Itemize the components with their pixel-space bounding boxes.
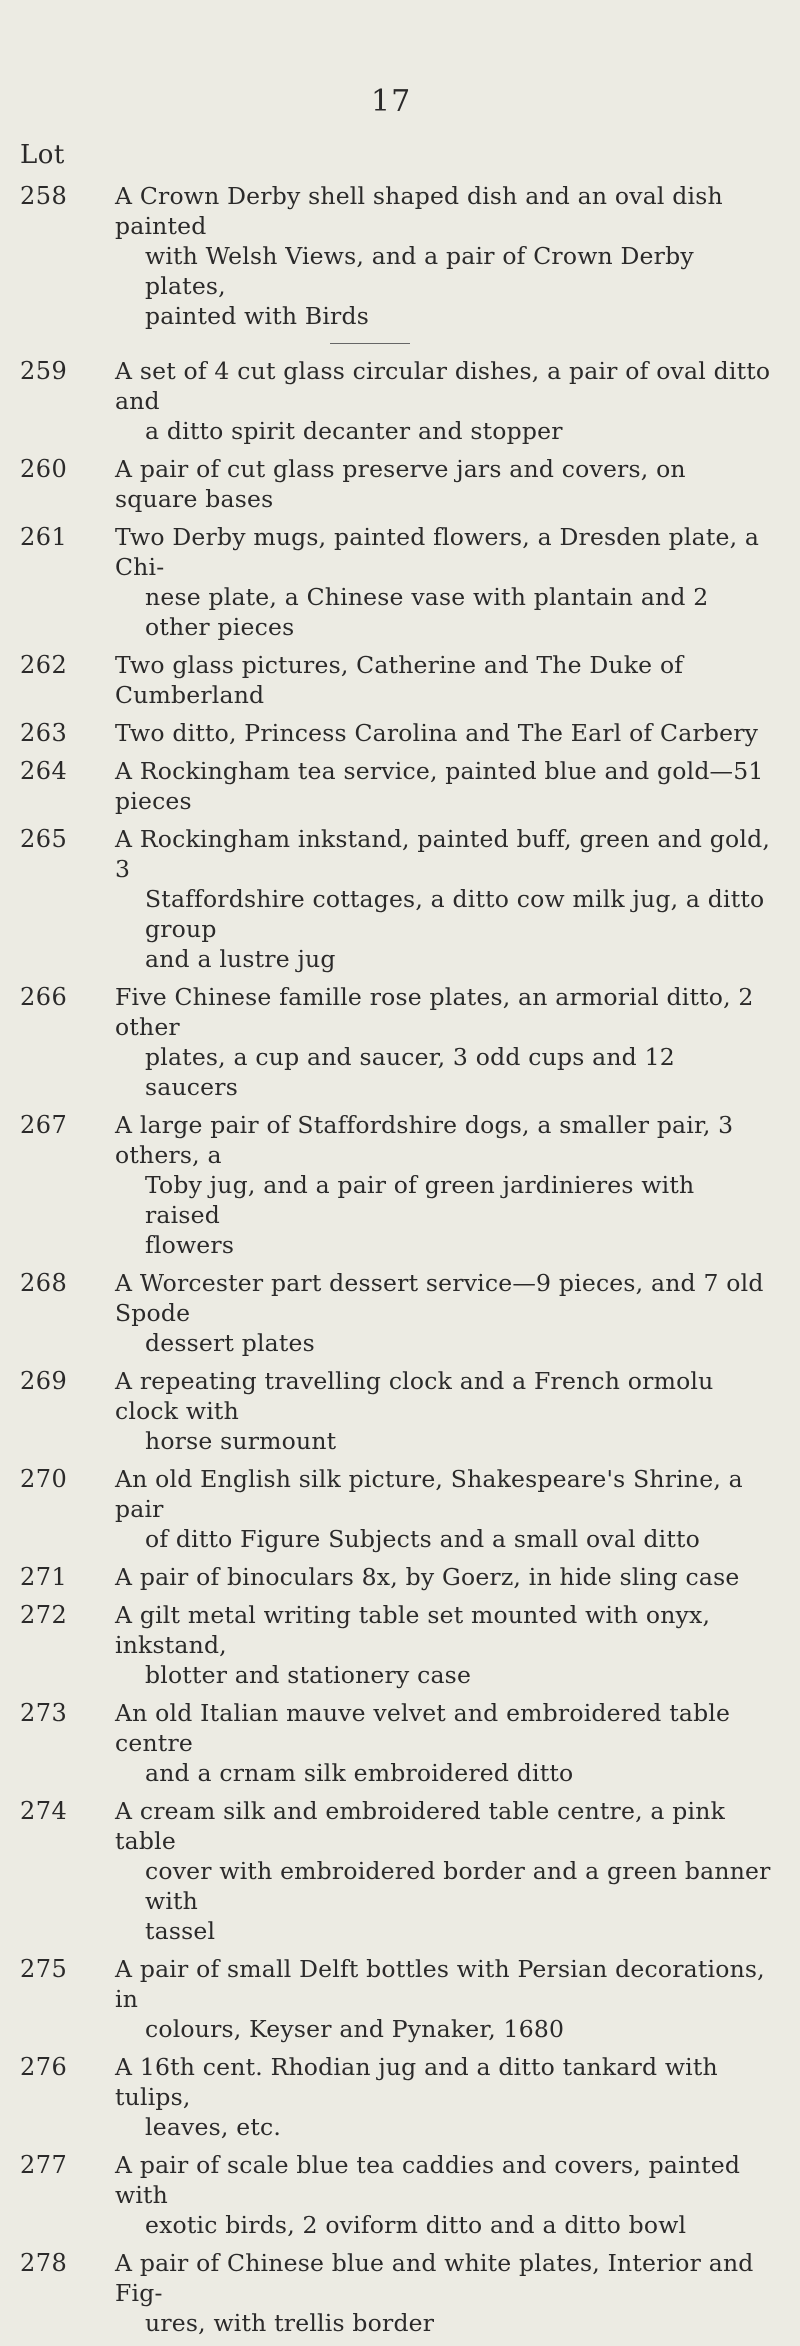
description-line: Toby jug, and a pair of green jardinieres with raised bbox=[145, 1171, 695, 1229]
lot-description bbox=[115, 1600, 775, 1690]
lot-entry bbox=[0, 1796, 800, 1946]
description-line: painted with Birds bbox=[145, 302, 369, 330]
lot-number: 268 bbox=[20, 1269, 68, 1297]
description-line: A Worcester part dessert service—9 pieces, and 7 old Spode bbox=[115, 1269, 764, 1327]
lot-entry bbox=[0, 181, 800, 331]
lot-number: 272 bbox=[20, 1601, 68, 1629]
description-line: cover with embroidered border and a green banner with bbox=[145, 1857, 771, 1915]
lot-description bbox=[115, 982, 775, 1102]
lot-description bbox=[115, 2248, 775, 2338]
lot-description bbox=[115, 1954, 775, 2044]
lot-number: 270 bbox=[20, 1465, 68, 1493]
lot-number: 259 bbox=[20, 357, 68, 385]
lot-entry bbox=[0, 1562, 800, 1592]
description-line: of ditto Figure Subjects and a small oval ditto bbox=[145, 1525, 701, 1553]
lot-column-header: Lot bbox=[20, 140, 65, 170]
description-line: A pair of Chinese blue and white plates, Interior and Fig- bbox=[115, 2249, 754, 2307]
lot-entry bbox=[0, 982, 800, 1102]
lot-number: 265 bbox=[20, 825, 68, 853]
description-line: Two ditto, Princess Carolina and The Earl of Carbery bbox=[115, 719, 759, 747]
description-line: with Welsh Views, and a pair of Crown Derby plates, bbox=[145, 242, 694, 300]
lot-entry bbox=[0, 2052, 800, 2142]
lot-number: 271 bbox=[20, 1563, 68, 1591]
lot-entry bbox=[0, 718, 800, 748]
description-line: Staffordshire cottages, a ditto cow milk jug, a ditto group bbox=[145, 885, 765, 943]
lot-description bbox=[115, 181, 775, 331]
description-line: Two Derby mugs, painted flowers, a Dresden plate, a Chi- bbox=[115, 523, 760, 581]
lot-number: 277 bbox=[20, 2151, 68, 2179]
description-line: A Rockingham inkstand, painted buff, green and gold, 3 bbox=[115, 825, 771, 883]
lot-description bbox=[115, 1268, 775, 1358]
lot-description bbox=[115, 756, 775, 816]
lot-entry bbox=[0, 522, 800, 642]
lot-list bbox=[0, 181, 800, 2346]
lot-number: 263 bbox=[20, 719, 68, 747]
page-number: 17 bbox=[371, 84, 412, 119]
description-line: A gilt metal writing table set mounted with onyx, inkstand, bbox=[115, 1601, 711, 1659]
lot-description bbox=[115, 454, 775, 514]
lot-number: 275 bbox=[20, 1955, 68, 1983]
lot-description bbox=[115, 1698, 775, 1788]
description-line: tassel bbox=[145, 1917, 216, 1945]
description-line: dessert plates bbox=[145, 1329, 315, 1357]
lot-number: 260 bbox=[20, 455, 68, 483]
lot-entry bbox=[0, 1366, 800, 1456]
description-line: plates, a cup and saucer, 3 odd cups and 12 saucers bbox=[145, 1043, 675, 1101]
lot-number: 262 bbox=[20, 651, 68, 679]
description-line: A large pair of Staffordshire dogs, a smaller pair, 3 others, a bbox=[115, 1111, 734, 1169]
lot-description bbox=[115, 718, 775, 748]
description-line: A pair of binoculars 8x, by Goerz, in hide sling case bbox=[115, 1563, 740, 1591]
description-line: flowers bbox=[145, 1231, 235, 1259]
lot-entry bbox=[0, 1464, 800, 1554]
description-line: A Rockingham tea service, painted blue and gold—51 pieces bbox=[115, 757, 764, 815]
lot-entry bbox=[0, 454, 800, 514]
description-line: and a crnam silk embroidered ditto bbox=[145, 1759, 574, 1787]
lot-number: 266 bbox=[20, 983, 68, 1011]
description-line: Two glass pictures, Catherine and The Duke of Cumberland bbox=[115, 651, 684, 709]
lot-entry bbox=[0, 1954, 800, 2044]
lot-entry bbox=[0, 756, 800, 816]
lot-entry bbox=[0, 1698, 800, 1788]
description-line: A pair of cut glass preserve jars and covers, on square bases bbox=[115, 455, 686, 513]
description-line: A repeating travelling clock and a French ormolu clock with bbox=[115, 1367, 714, 1425]
description-line: A 16th cent. Rhodian jug and a ditto tankard with tulips, bbox=[115, 2053, 718, 2111]
lot-description bbox=[115, 650, 775, 710]
lot-description bbox=[115, 1796, 775, 1946]
description-line: ures, with trellis border bbox=[145, 2309, 435, 2337]
lot-description bbox=[115, 522, 775, 642]
description-line: and a lustre jug bbox=[145, 945, 336, 973]
description-line: nese plate, a Chinese vase with plantain and 2 other pieces bbox=[145, 583, 709, 641]
lot-number: 258 bbox=[20, 182, 68, 210]
description-line: Five Chinese famille rose plates, an armorial ditto, 2 other bbox=[115, 983, 754, 1041]
description-line: horse surmount bbox=[145, 1427, 337, 1455]
description-line: A set of 4 cut glass circular dishes, a pair of oval ditto and bbox=[115, 357, 771, 415]
lot-number: 267 bbox=[20, 1111, 68, 1139]
lot-description bbox=[115, 356, 775, 446]
lot-entry bbox=[0, 1110, 800, 1260]
lot-number: 269 bbox=[20, 1367, 68, 1395]
description-line: blotter and stationery case bbox=[145, 1661, 472, 1689]
lot-entry bbox=[0, 650, 800, 710]
lot-description bbox=[115, 1366, 775, 1456]
description-line: exotic birds, 2 oviform ditto and a ditto bowl bbox=[145, 2211, 687, 2239]
description-line: An old English silk picture, Shakespeare's Shrine, a pair bbox=[115, 1465, 743, 1523]
lot-number: 274 bbox=[20, 1797, 68, 1825]
description-line: colours, Keyser and Pynaker, 1680 bbox=[145, 2015, 565, 2043]
lot-number: 273 bbox=[20, 1699, 68, 1727]
lot-number: 276 bbox=[20, 2053, 68, 2081]
lot-entry bbox=[0, 824, 800, 974]
lot-entry bbox=[0, 1268, 800, 1358]
lot-number: 278 bbox=[20, 2249, 68, 2277]
description-line: An old Italian mauve velvet and embroidered table centre bbox=[115, 1699, 731, 1757]
lot-entry bbox=[0, 356, 800, 446]
lot-number: 261 bbox=[20, 523, 68, 551]
lot-number: 264 bbox=[20, 757, 68, 785]
lot-entry bbox=[0, 2150, 800, 2240]
lot-description bbox=[115, 2150, 775, 2240]
description-line: A Crown Derby shell shaped dish and an oval dish painted bbox=[115, 182, 723, 240]
lot-entry bbox=[0, 1600, 800, 1690]
description-line: a ditto spirit decanter and stopper bbox=[145, 417, 563, 445]
lot-description bbox=[115, 1110, 775, 1260]
description-line: leaves, etc. bbox=[145, 2113, 281, 2141]
lot-entry bbox=[0, 2248, 800, 2338]
description-line: A cream silk and embroidered table centre, a pink table bbox=[115, 1797, 726, 1855]
separator-rule bbox=[330, 343, 410, 344]
lot-description bbox=[115, 2052, 775, 2142]
lot-description bbox=[115, 1464, 775, 1554]
description-line: A pair of scale blue tea caddies and covers, painted with bbox=[115, 2151, 741, 2209]
lot-description bbox=[115, 1562, 775, 1592]
description-line: A pair of small Delft bottles with Persian decorations, in bbox=[115, 1955, 765, 2013]
lot-description bbox=[115, 824, 775, 974]
